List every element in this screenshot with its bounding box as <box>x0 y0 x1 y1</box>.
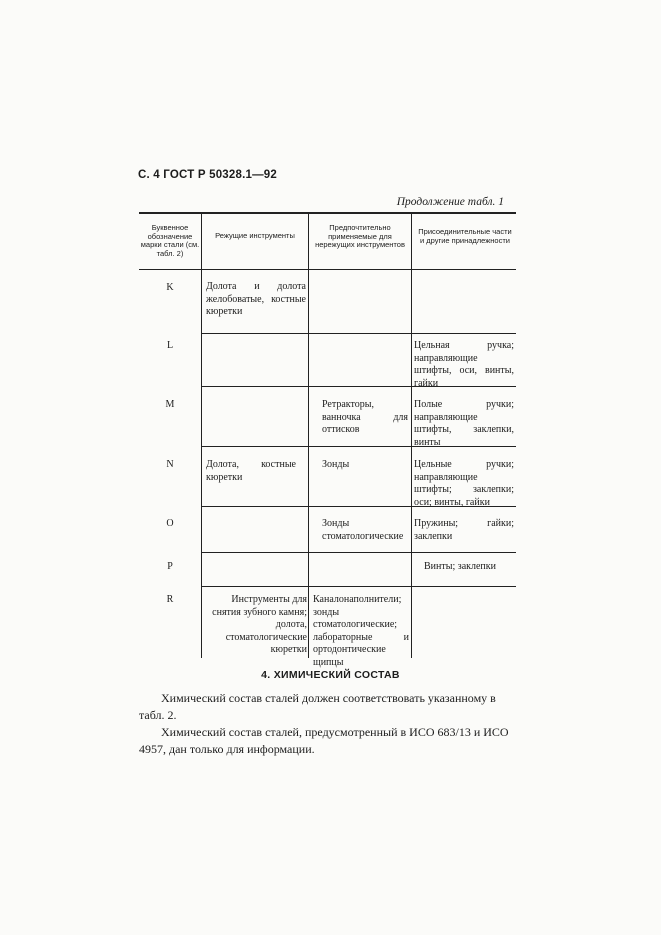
noncutting-tools-cell: Зонды стоматологические <box>322 518 404 542</box>
column-header: Режущие инструменты <box>215 231 295 240</box>
page-header: С. 4 ГОСТ Р 50328.1—92 <box>138 169 277 181</box>
col-rule-1 <box>201 212 202 658</box>
paragraph-text: Химический состав сталей, предусмотренный в ИСО 683/13 и ИСО 4957, дан только для информации. <box>139 725 509 756</box>
noncutting-tools-cell: Зонды <box>322 459 350 470</box>
header-bottom-rule <box>139 269 516 270</box>
col-rule-3 <box>411 212 412 658</box>
accessories-cell: Пружины; гайки; заклепки <box>414 518 514 542</box>
accessories-cell: Цельные ручки; направляющие штифты; заклепки; оси; винты, гайки <box>414 459 514 508</box>
noncutting-tools-cell: Каналонаполнители; зонды стоматологические; лабораторные и ортодонтические щипцы <box>313 594 409 668</box>
section-title: 4. ХИМИЧЕСКИЙ СОСТАВ <box>261 669 400 681</box>
column-header: Присоединительные части и другие принадлежности <box>418 227 512 245</box>
cutting-tools-cell: Долота, костные кюретки <box>206 459 296 483</box>
table-top-rule <box>139 212 516 214</box>
steel-application-table <box>139 212 516 668</box>
noncutting-tools-cell: Ретракторы, ванночка для оттисков <box>322 399 408 435</box>
accessories-cell: Винты; заклепки <box>424 561 496 572</box>
steel-mark: P <box>167 561 173 572</box>
row-rule <box>201 552 516 553</box>
cutting-tools-cell: Долота и долота желобоватые, костные кюретки <box>206 281 306 317</box>
steel-mark: L <box>166 340 174 351</box>
column-header: Предпочтительно применяемые для нережущих инструментов <box>315 223 405 249</box>
accessories-cell: Цельная ручка; направляющие штифты, оси, винты, гайки <box>414 340 514 389</box>
steel-mark: R <box>166 594 174 605</box>
body-paragraph <box>139 690 516 724</box>
paragraph-text: Химический состав сталей должен соответствовать указанному в табл. 2. <box>139 691 496 722</box>
row-rule <box>201 333 516 334</box>
column-header: Буквенное обозначение марки стали (см. табл. 2) <box>140 223 200 258</box>
col-rule-2 <box>308 212 309 658</box>
accessories-cell: Полые ручки; направляющие штифты, заклепки, винты <box>414 399 514 448</box>
steel-mark: O <box>166 518 174 529</box>
steel-mark: K <box>166 282 174 293</box>
cutting-tools-cell: Инструменты для снятия зубного камня; долота, стоматологические кюретки <box>212 594 307 655</box>
table-continuation-label: Продолжение табл. 1 <box>396 196 504 208</box>
body-paragraph <box>139 724 516 758</box>
steel-mark: N <box>166 459 174 470</box>
row-rule <box>201 586 516 587</box>
steel-mark: M <box>165 399 175 410</box>
